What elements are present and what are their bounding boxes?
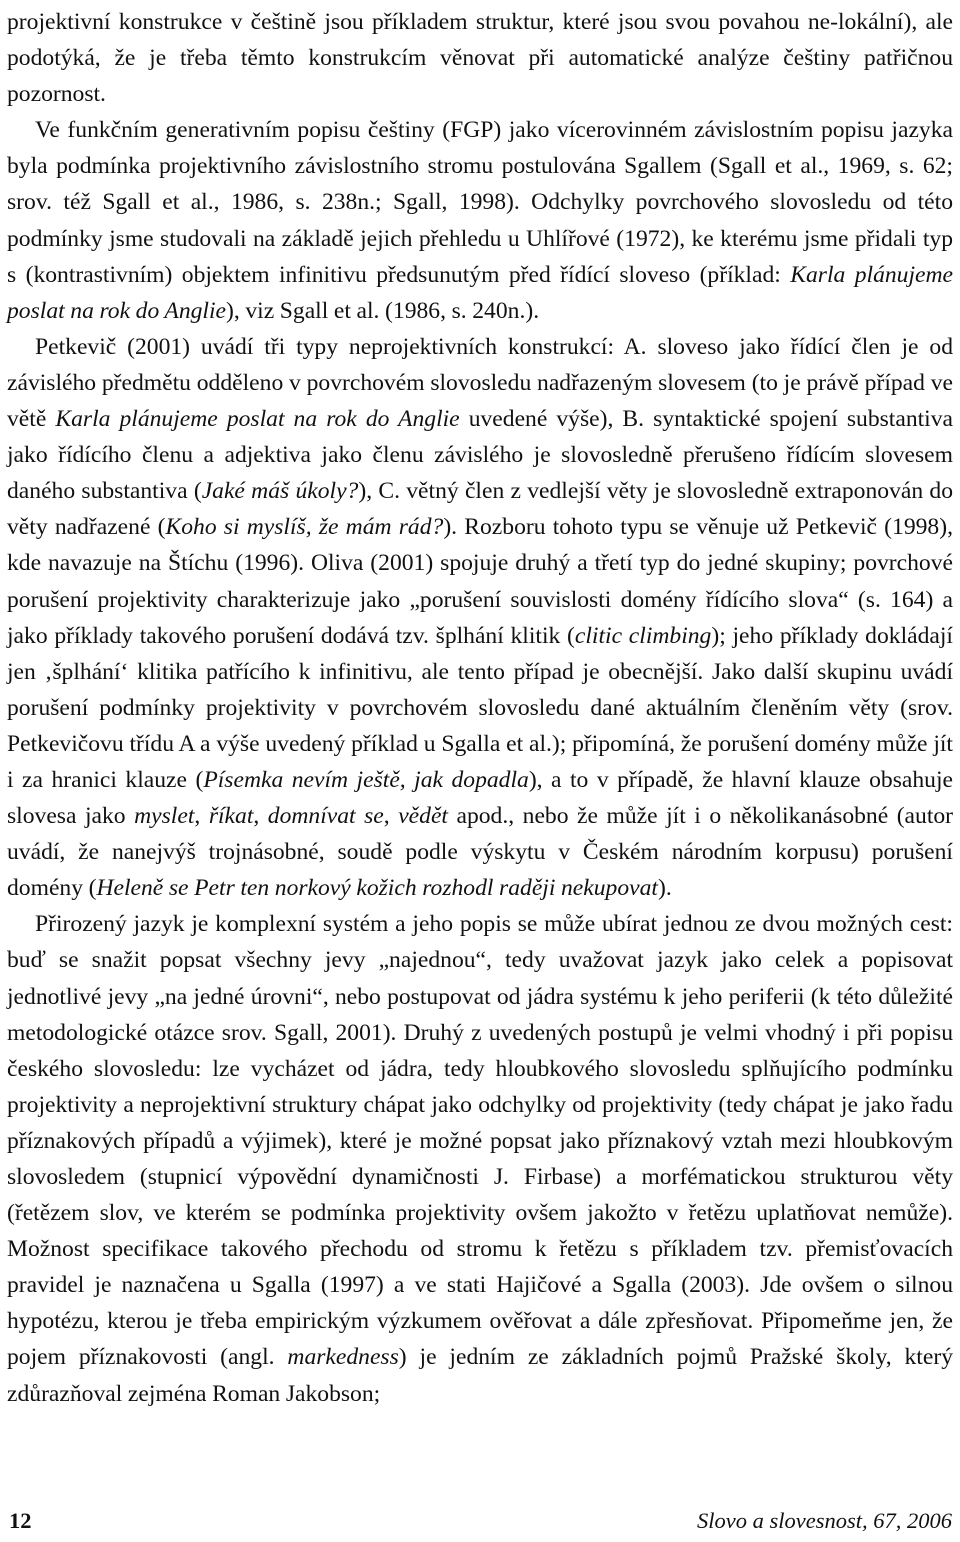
text-run: projektivní konstrukce v češtině jsou příkladem struktur, které jsou svou povahou ne-lokální), ale podotýká, že je třeba těmto konstrukcím věnovat při automatické analýze češtiny patřičnou pozornost. bbox=[7, 9, 953, 108]
paragraph-continuation bbox=[7, 4, 953, 112]
italic-example-text: říkat bbox=[208, 803, 254, 830]
italic-example-text: Jaké máš úkoly? bbox=[201, 478, 359, 505]
text-run: Přirozený jazyk je komplexní systém a jeho popis se může ubírat jednou ze dvou možných cest: buď se snažit popsat všechny jevy „najednou“, tedy uvažovat jazyk jako celek a popisovat jednotlivé jevy „na jedné úrovni“, nebo postupovat od jádra systému k jeho periferii (k této důležité metodologické otázce srov. Sgall, 2001). Druhý z uvedených postupů je velmi vhodný i při popisu českého slovosledu: lze vycházet od jádra, tedy hloubkového slovosledu splňujícího podmínku projektivity a neprojektivní struktury chápat jako odchylky od projektivity (tedy chápat je jako řadu příznakových případů a výjimek), které je možné popsat jako příznakový vztah mezi hloubkovým slovosledem (stupnicí výpovědní dynamičnosti J. Firbase) a morfématickou strukturou věty (řetězem slov, ve kterém se podmínka projektivity ovšem jakožto v řetězu uplatňovat nemůže). Možnost specifikace takového přechodu od stromu k řetězu s příkladem tzv. přemisťovacích pravidel je naznačena u Sgalla (1997) a ve stati Hajičové a Sgalla (2003). Jde ovšem o silnou hypotézu, kterou je třeba empirickým výzkumem ověřovat a dále zpřesňovat. Připomeňme jen, že pojem příznakovosti (angl. bbox=[7, 911, 953, 1371]
italic-example-text: Písemka nevím ještě, jak dopadla bbox=[203, 766, 529, 793]
text-run: uvedené výše), B. syntaktické spojení substantiva jako řídícího členu a adjektiva jako členu závislého je slovosledně přerušeno řídícím slovesem daného substantiva ( bbox=[7, 406, 953, 505]
italic-example-text: markedness bbox=[287, 1344, 399, 1371]
italic-example-text: vědět bbox=[398, 803, 448, 830]
italic-example-text: clitic climbing bbox=[574, 622, 712, 649]
text-run: Ve funkčním generativním popisu češtiny (FGP) jako vícerovinném závislostním popisu jazyka byla podmínka projektivního závislostního stromu postulována Sgallem (Sgall et al., 1969, s. 62; srov. též Sgall et al., 1986, s. 238n.; Sgall, 1998). Odchylky povrchového slovosledu od této podmínky jsme studovali na základě jejich přehledu u Uhlířové (1972), ke kterému jsme přidali typ s (kontrastivním) objektem infinitivu předsunutým před řídící sloveso (příklad: bbox=[7, 117, 953, 288]
article-body bbox=[7, 4, 953, 1412]
journal-reference: Slovo a slovesnost, 67, 2006 bbox=[697, 1508, 952, 1533]
paragraph-natural-language bbox=[7, 906, 953, 1411]
text-run: , bbox=[253, 803, 268, 830]
text-run: ), viz Sgall et al. (1986, s. 240n.). bbox=[226, 297, 540, 324]
text-run: ) je jedním ze základních pojmů Pražské školy, který zdůrazňoval zejména Roman Jakobson; bbox=[7, 1344, 953, 1407]
italic-example-text: Karla plánujeme poslat na rok do Anglie bbox=[55, 406, 460, 433]
text-run: Petkevič (2001) uvádí tři typy neprojektivních konstrukcí: A. sloveso jako řídící člen je od závislého předmětu odděleno v povrchovém slovosledu nadřazeným slovesem (to je právě případ ve větě bbox=[7, 333, 953, 433]
italic-example-text: myslet bbox=[134, 803, 195, 830]
text-run: , bbox=[383, 803, 399, 830]
paragraph-fgp-projectivity bbox=[7, 112, 953, 329]
page-number: 12 bbox=[9, 1508, 32, 1533]
text-run: ). Rozboru tohoto typu se věnuje už Petkevič (1998), kde navazuje na Štíchu (1996). Oliva (2001) spojuje druhý a třetí typ do jedné skupiny; povrchové porušení projektivity charakterizuje jako „porušení souvislosti domény řídícího slova“ (s. 164) a jako příklady takového porušení dodává tzv. šplhání klitik ( bbox=[7, 514, 953, 649]
italic-example-text: Koho si myslíš, že mám rád? bbox=[165, 514, 444, 541]
text-run: ). bbox=[657, 875, 672, 902]
italic-example-text: Karla plánujeme poslat na rok do Anglie bbox=[7, 261, 953, 324]
text-run: ), C. větný člen z vedlejší věty je slovosledně extraponován do věty nadřazené ( bbox=[7, 478, 953, 541]
paragraph-petkevic-types bbox=[7, 329, 953, 907]
italic-example-text: domnívat se bbox=[267, 803, 384, 830]
text-run: , bbox=[194, 803, 209, 830]
text-run: ); jeho příklady dokládají jen ‚šplhání‘ klitika patřícího k infinitivu, ale tento případ je obecnější. Jako další skupinu uvádí porušení podmínky projektivity v povrchovém slovosledu dané aktuálním členěním věty (srov. Petkevičovu třídu A a výše uvedený příklad u Sgalla et al.); připomíná, že porušení domény může jít i za hranici klauze ( bbox=[7, 622, 953, 793]
page-footer bbox=[9, 1508, 952, 1542]
text-run: apod., nebo že může jít i o několikanásobné (autor uvádí, že nanejvýš trojnásobné, soudě podle výskytu v Českém národním korpusu) porušení domény ( bbox=[7, 803, 954, 902]
text-run: ), a to v případě, že hlavní klauze obsahuje slovesa jako bbox=[7, 766, 953, 830]
italic-example-text: Heleně se Petr ten norkový kožich rozhodl raději nekupovat bbox=[96, 875, 658, 902]
